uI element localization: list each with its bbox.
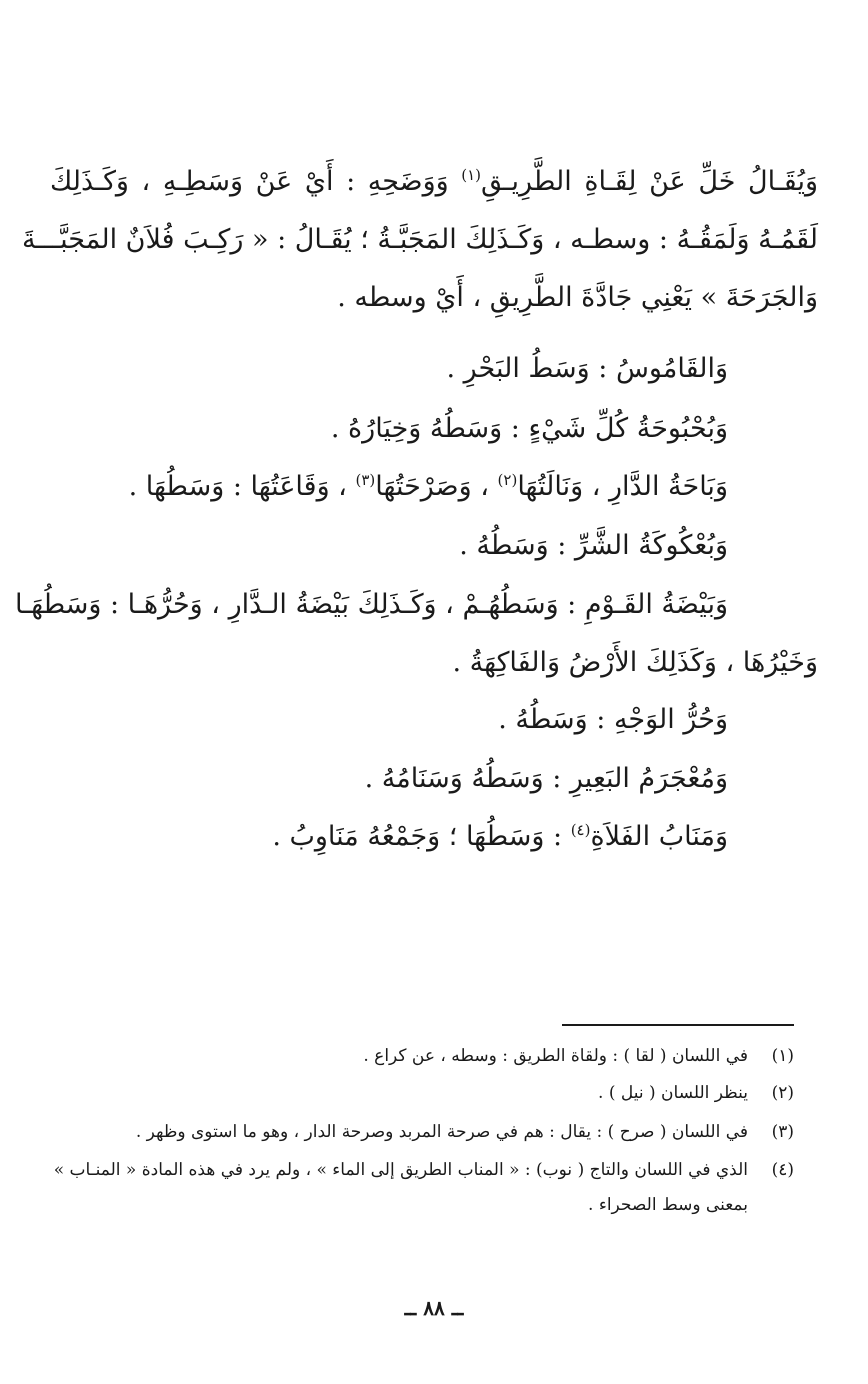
- footnote-ref-4[interactable]: (٤): [570, 821, 591, 839]
- footnote-1: في اللسان ( لقا ) : ولقاة الطريق : وسطه ، عن كراع .: [363, 1046, 748, 1066]
- entry-hurr: [40, 700, 728, 740]
- entry-bayda: [15, 585, 728, 625]
- body-line-2: [21, 220, 818, 260]
- entry-bukuka: [40, 526, 728, 566]
- footnote-ref-3[interactable]: (٣): [355, 471, 376, 489]
- body-line-3: [40, 278, 818, 318]
- entry-baha-tail: ، وَقَاعَتُهَا : وَسَطُهَا .: [128, 471, 356, 502]
- body-line-3-text: وَالجَرَحَةَ » يَعْنِي جَادَّةَ الطَّرِيقِ ، أَيْ وسطه .: [337, 282, 818, 313]
- entry-bukuka-text: وَبُعْكُوكَةُ الشَّرِّ : وَسَطُهُ .: [459, 530, 728, 561]
- body-line-1-tail: وَوَضَحِهِ : أَيْ عَنْ وَسَطِـهِ ، وَكَـذَلِكَ: [50, 166, 462, 197]
- entry-bayda-cont: [40, 643, 818, 683]
- page-number: ــ ٨٨ ــ: [404, 1296, 464, 1320]
- body-line-2-text: لَقَمُـهُ وَلَمَقُـهُ : وسطـه ، وَكَـذَلِكَ المَجَبَّـةُ ؛ يُقَـالُ : « رَكِـبَ فُلاَنٌ المَجَبَّـــةَ: [21, 224, 818, 255]
- entry-buhbuha: [40, 409, 728, 449]
- entry-qamus-text: وَالقَامُوسُ : وَسَطُ البَحْرِ .: [446, 353, 728, 384]
- footnote-1-number: (١): [771, 1046, 794, 1066]
- footnote-ref-1[interactable]: (١): [461, 166, 482, 184]
- footnote-2: ينظر اللسان ( نيل ) .: [598, 1083, 748, 1103]
- entry-baha-mid: ، وَصَرْحَتُهَا: [375, 471, 498, 502]
- entry-buhbuha-text: وَبُحْبُوحَةُ كُلِّ شَيْءٍ : وَسَطُهُ وَخِيَارُهُ .: [330, 413, 728, 444]
- entry-mujram-text: وَمُعْجَرَمُ البَعِيرِ : وَسَطُهُ وَسَنَامُهُ .: [364, 763, 728, 794]
- body-line-1: [50, 162, 818, 202]
- footnote-4: الذي في اللسان والتاج ( نوب) : « المناب الطريق إلى الماء » ، ولم يرد في هذه المادة « المنـاب »: [53, 1160, 748, 1180]
- entry-hurr-text: وَحُرُّ الوَجْهِ : وَسَطُهُ .: [498, 704, 728, 735]
- footnote-ref-2[interactable]: (٢): [497, 471, 518, 489]
- entry-qamus: [40, 349, 728, 389]
- entry-baha: [40, 467, 728, 507]
- entry-manab-tail: : وَسَطُهَا ؛ وَجَمْعُهُ مَنَاوِبُ .: [272, 821, 571, 852]
- footnote-3-number: (٣): [771, 1122, 794, 1142]
- footnote-2-number: (٢): [771, 1083, 794, 1103]
- footnote-4-continuation: بمعنى وسط الصحراء .: [588, 1195, 748, 1215]
- footnote-4-number: (٤): [771, 1160, 794, 1180]
- entry-mujram: [40, 759, 728, 799]
- entry-bayda-cont-text: وَخَيْرُهَا ، وَكَذَلِكَ الأَرْضُ وَالفَاكِهَةُ .: [452, 647, 818, 678]
- body-line-1-text: وَيُقَـالُ خَلِّ عَنْ لِقَـاةِ الطَّرِيـقِ: [481, 166, 819, 197]
- entry-bayda-text: وَبَيْضَةُ القَـوْمِ : وَسَطُهُـمْ ، وَكَـذَلِكَ بَيْضَةُ الـدَّارِ ، وَحُرُّهَـا : وَسَطُهَـا: [15, 589, 728, 620]
- footnote-3: في اللسان ( صرح ) : يقال : هم في صرحة المربد وصرحة الدار ، وهو ما استوى وظهر .: [135, 1122, 748, 1142]
- entry-manab: [40, 817, 728, 857]
- entry-manab-text: وَمَنَابُ الفَلاَةِ: [590, 821, 728, 852]
- entry-baha-text: وَبَاحَةُ الدَّارِ ، وَنَالَتُهَا: [517, 471, 728, 502]
- footnote-separator: [562, 1024, 794, 1026]
